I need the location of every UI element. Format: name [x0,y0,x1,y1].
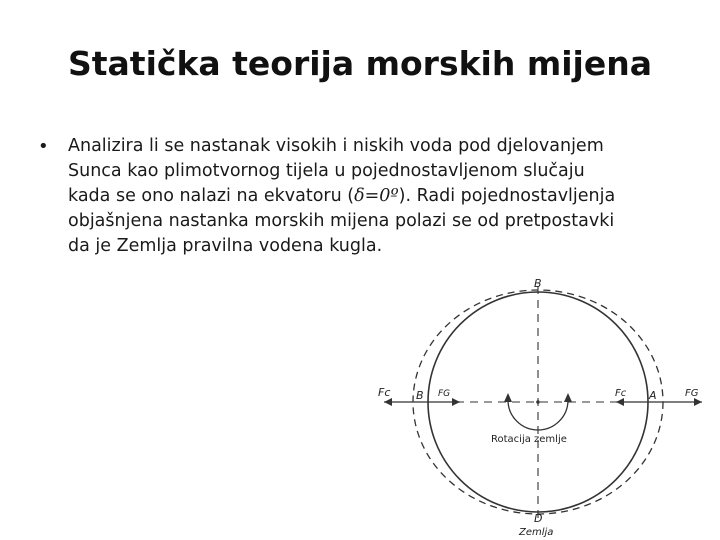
rotation-arrowhead-left [504,393,512,402]
bottom-label-zemlja: Zemlja [519,527,554,538]
rotation-arrowhead-right [564,393,572,402]
bullet-line-3-start: kada se ono nalazi na ekvatoru ( [68,186,355,206]
label-point-a: A [649,389,657,402]
bullet-line-2: Sunca kao plimotvornog tijela u pojednostavljenom slučaju [68,161,585,181]
bullet-line-1: Analizira li se nastanak visokih i niskih voda pod djelovanjem [68,136,604,156]
bullet-line-3 [68,184,696,209]
bullet-marker: • [38,136,49,157]
right-fg-arrowhead [694,398,702,406]
bullet-line-5: da je Zemlja pravilna vodena kugla. [68,236,383,256]
label-fg-right: FG [685,388,699,399]
left-fc-arrowhead [384,398,392,406]
bullet-text [68,134,696,259]
label-bottom-d: D [534,512,543,525]
delta-value: =0º [364,186,399,206]
right-fc-arrowhead [616,398,624,406]
left-fg-arrowhead [452,398,460,406]
label-fg-left: FG [438,389,451,399]
bullet-line-4: objašnjena nastanka morskih mijena polazi se od pretpostavki [68,211,615,231]
slide-title: Statička teorija morskih mijena [67,44,652,83]
label-fc-right: Fc [615,388,627,399]
bullet-item [36,134,696,259]
label-fc-left: Fc [378,386,391,399]
bullet-line-3-end: ). Radi pojednostavljenja [398,186,616,206]
delta-symbol: δ [354,186,365,206]
label-point-b: B [416,389,424,402]
earth-center [536,400,540,404]
tidal-diagram [372,272,712,540]
label-top-b: B [534,277,542,290]
rotation-label: Rotacija zemlje [491,434,567,445]
